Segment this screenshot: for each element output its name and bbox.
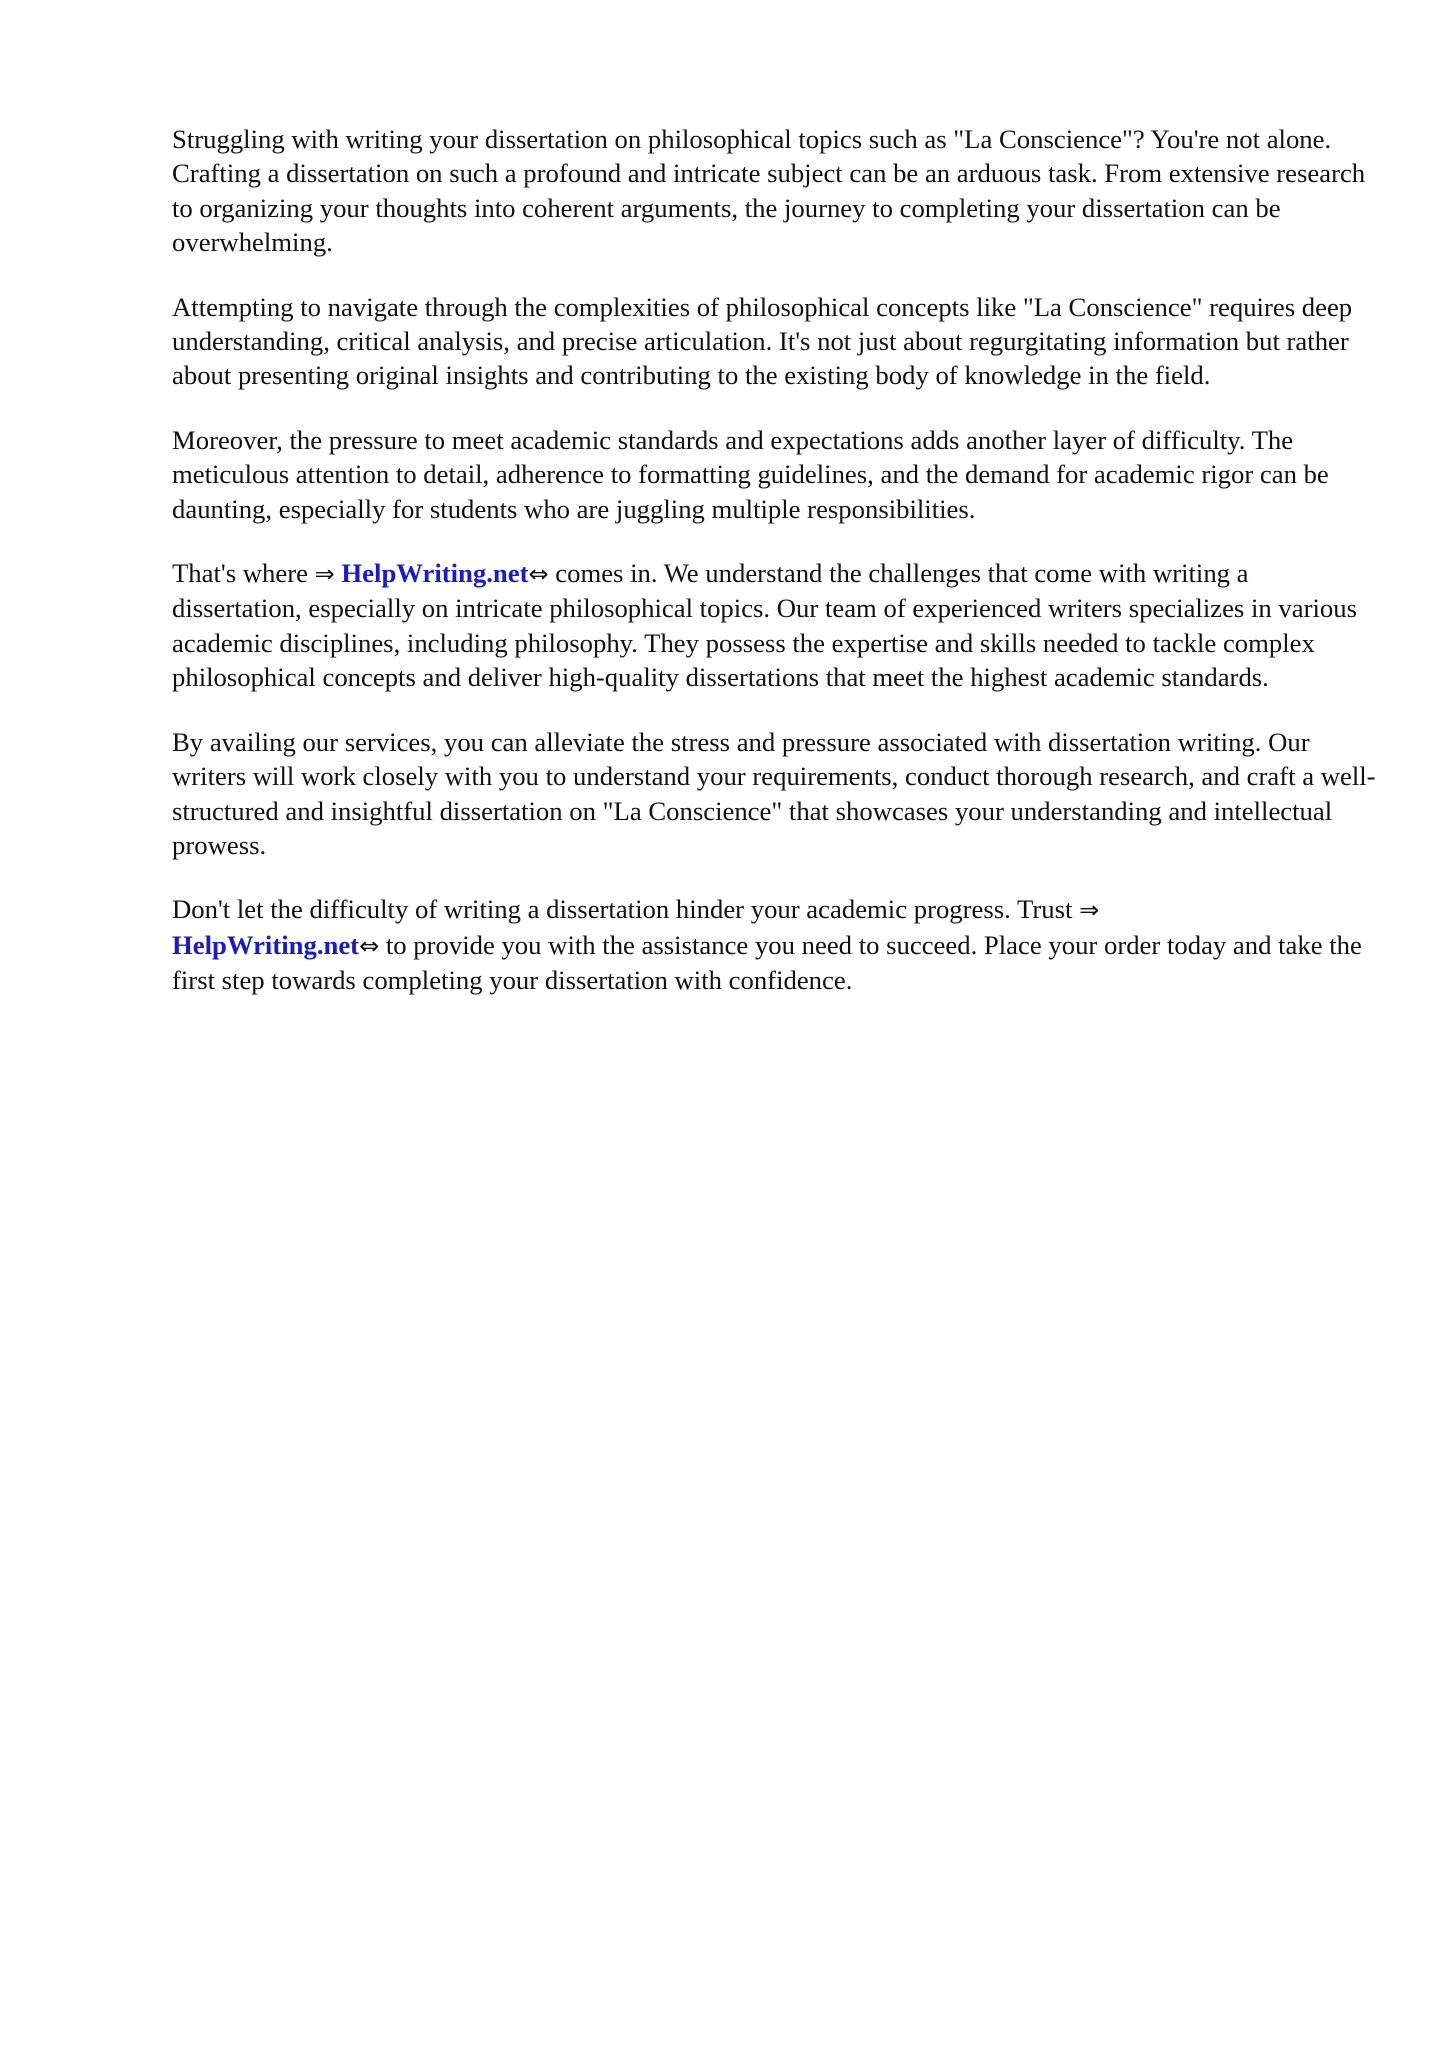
paragraph-text: Don't let the difficulty of writing a dissertation hinder your academic progress. Trust (172, 894, 1080, 925)
document-body (172, 122, 1376, 1028)
paragraph-text: comes in. We understand the challenges that come with writing a dissertation, especially on intricate philosophical topics. Our team of experienced writers specializes in various academic disciplines, including philosophy. They possess the expertise and skills needed to tackle complex philosophical concepts and deliver high-quality dissertations that meet the highest academic standards. (172, 558, 1357, 693)
right-arrow-icon: ⇒ (1079, 896, 1100, 925)
paragraph-service-intro (172, 556, 1376, 695)
paragraph-text: That's where (172, 558, 315, 589)
paragraph-call-to-action (172, 892, 1376, 997)
double-arrow-icon: ⇔ (359, 931, 380, 960)
paragraph-benefits: By availing our services, you can alleviate the stress and pressure associated with dissertation writing. Our writers will work closely with you to understand your requirements, conduct thorough research, and craft a well-structured and insightful dissertation on "La Conscience" that showcases your understanding and intellectual prowess. (172, 726, 1376, 860)
double-arrow-icon: ⇔ (528, 560, 549, 589)
paragraph-pressure: Moreover, the pressure to meet academic standards and expectations adds another layer of difficulty. The meticulous attention to detail, adherence to formatting guidelines, and the demand for academic rigor can be daunting, especially for students who are juggling multiple responsibilities. (172, 424, 1329, 524)
helpwriting-link[interactable]: HelpWriting.net (172, 929, 360, 960)
helpwriting-link[interactable]: HelpWriting.net (341, 558, 529, 589)
right-arrow-icon: ⇒ (314, 560, 335, 589)
paragraph-text: to provide you with the assistance you need to succeed. Place your order today and take the first step towards completing your dissertation with confidence. (172, 929, 1362, 996)
paragraph-complexity: Attempting to navigate through the complexities of philosophical concepts like "La Conscience" requires deep understanding, critical analysis, and precise articulation. It's not just about regurgitating information but rather about presenting original insights and contributing to the existing body of knowledge in the field. (172, 291, 1353, 391)
paragraph-intro: Struggling with writing your dissertation on philosophical topics such as "La Conscience"? You're not alone. Crafting a dissertation on such a profound and intricate subject can be an arduous task. From extensive research to organizing your thoughts into coherent arguments, the journey to completing your dissertation can be overwhelming. (172, 124, 1366, 258)
